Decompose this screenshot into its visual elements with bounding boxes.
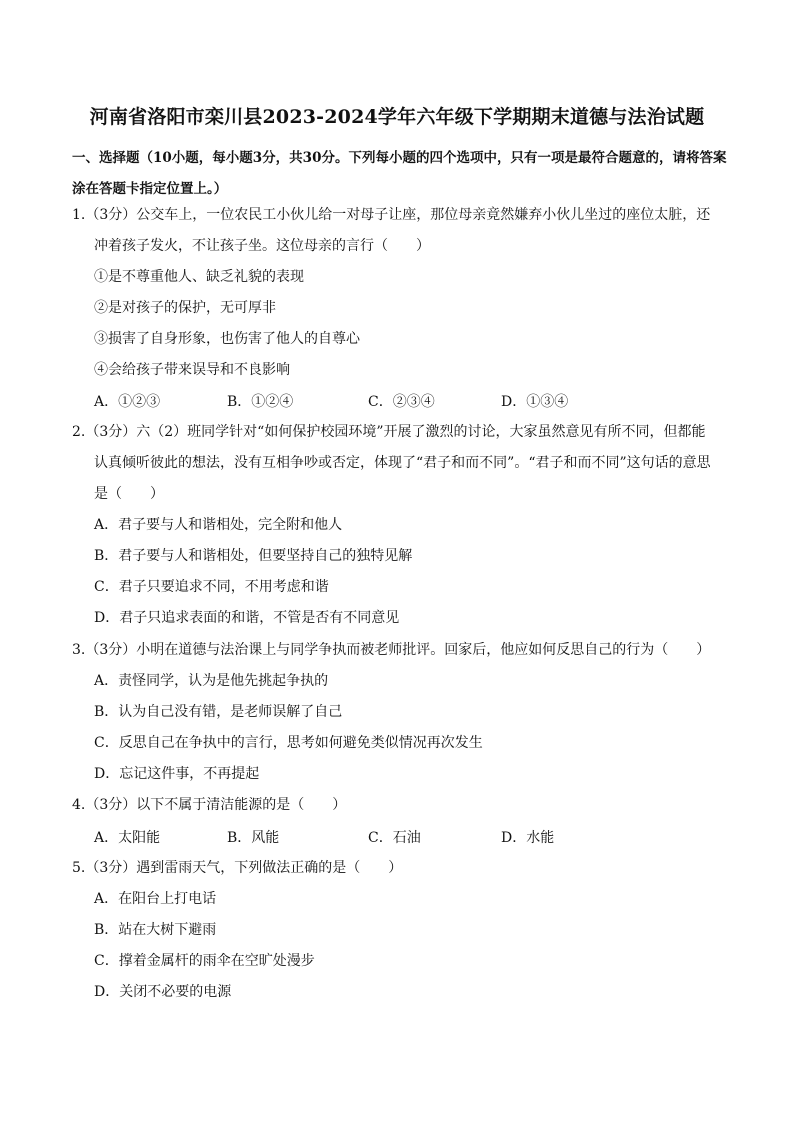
question-2-option-a[interactable]: A．君子要与人和谐相处，完全附和他人 <box>94 517 343 533</box>
question-1-option-a[interactable]: A．①②③ <box>94 394 161 410</box>
question-3-stem: 3.（3分）小明在道德与法治课上与同学争执而被老师批评。回家后，他应如何反思自己的行为（ ） <box>72 642 711 658</box>
question-3-option-b[interactable]: B．认为自己没有错，是老师误解了自己 <box>94 704 343 720</box>
question-1-option-c[interactable]: C．②③④ <box>368 394 435 410</box>
question-1-stem-cont: 冲着孩子发火，不让孩子坐。这位母亲的言行（ ） <box>94 238 430 254</box>
question-2-option-d[interactable]: D．君子只追求表面的和谐，不管是否有不同意见 <box>94 610 400 626</box>
question-1-statement-4: ④会给孩子带来误导和不良影响 <box>94 362 290 378</box>
question-4-option-c[interactable]: C．石油 <box>368 830 421 846</box>
question-2-option-c[interactable]: C．君子只要追求不同，不用考虑和谐 <box>94 579 329 595</box>
question-1-statement-3: ③损害了自身形象，也伤害了他人的自尊心 <box>94 331 360 347</box>
question-4-option-b[interactable]: B．风能 <box>227 830 280 846</box>
question-3-option-c[interactable]: C．反思自己在争执中的言行，思考如何避免类似情况再次发生 <box>94 735 483 751</box>
question-5-stem: 5.（3分）遇到雷雨天气，下列做法正确的是（ ） <box>72 860 403 876</box>
question-4-options <box>94 827 734 847</box>
question-1-option-b[interactable]: B．①②④ <box>227 394 294 410</box>
section-heading: 一、选择题（10小题，每小题3分，共30分。下列每小题的四个选项中，只有一项是最符合题意的，请将答案涂在答题卡指定位置上。） <box>72 150 727 197</box>
question-1-options <box>94 391 734 411</box>
question-2-stem-cont-2: 是（ ） <box>94 486 164 502</box>
question-5-option-a[interactable]: A．在阳台上打电话 <box>94 891 217 907</box>
question-3-option-a[interactable]: A．责怪同学，认为是他先挑起争执的 <box>94 673 329 689</box>
page-title: 河南省洛阳市栾川县2023-2024学年六年级下学期期末道德与法治试题 <box>89 106 705 128</box>
question-1-option-d[interactable]: D．①③④ <box>501 394 569 410</box>
question-1-statement-1: ①是不尊重他人、缺乏礼貌的表现 <box>94 269 304 285</box>
question-3-option-d[interactable]: D．忘记这件事，不再提起 <box>94 766 260 782</box>
question-4-option-a[interactable]: A．太阳能 <box>94 830 161 846</box>
question-1-statement-2: ②是对孩子的保护，无可厚非 <box>94 300 276 316</box>
question-1-stem: 1.（3分）公交车上，一位农民工小伙儿给一对母子让座，那位母亲竟然嫌弃小伙儿坐过的座位太脏，还 <box>72 207 711 223</box>
question-5-option-b[interactable]: B．站在大树下避雨 <box>94 922 217 938</box>
question-2-option-b[interactable]: B．君子要与人和谐相处，但要坚持自己的独特见解 <box>94 548 413 564</box>
question-5-option-d[interactable]: D．关闭不必要的电源 <box>94 984 232 1000</box>
question-4-stem: 4.（3分）以下不属于清洁能源的是（ ） <box>72 797 347 813</box>
question-2-stem: 2.（3分）六（2）班同学针对“如何保护校园环境”开展了激烈的讨论，大家虽然意见有所不同，但都能 <box>72 424 706 440</box>
question-4-option-d[interactable]: D．水能 <box>501 830 555 846</box>
question-5-option-c[interactable]: C．撑着金属杆的雨伞在空旷处漫步 <box>94 953 315 969</box>
question-2-stem-cont: 认真倾听彼此的想法，没有互相争吵或否定，体现了“君子和而不同”。“君子和而不同”这句话的意思 <box>94 455 711 471</box>
